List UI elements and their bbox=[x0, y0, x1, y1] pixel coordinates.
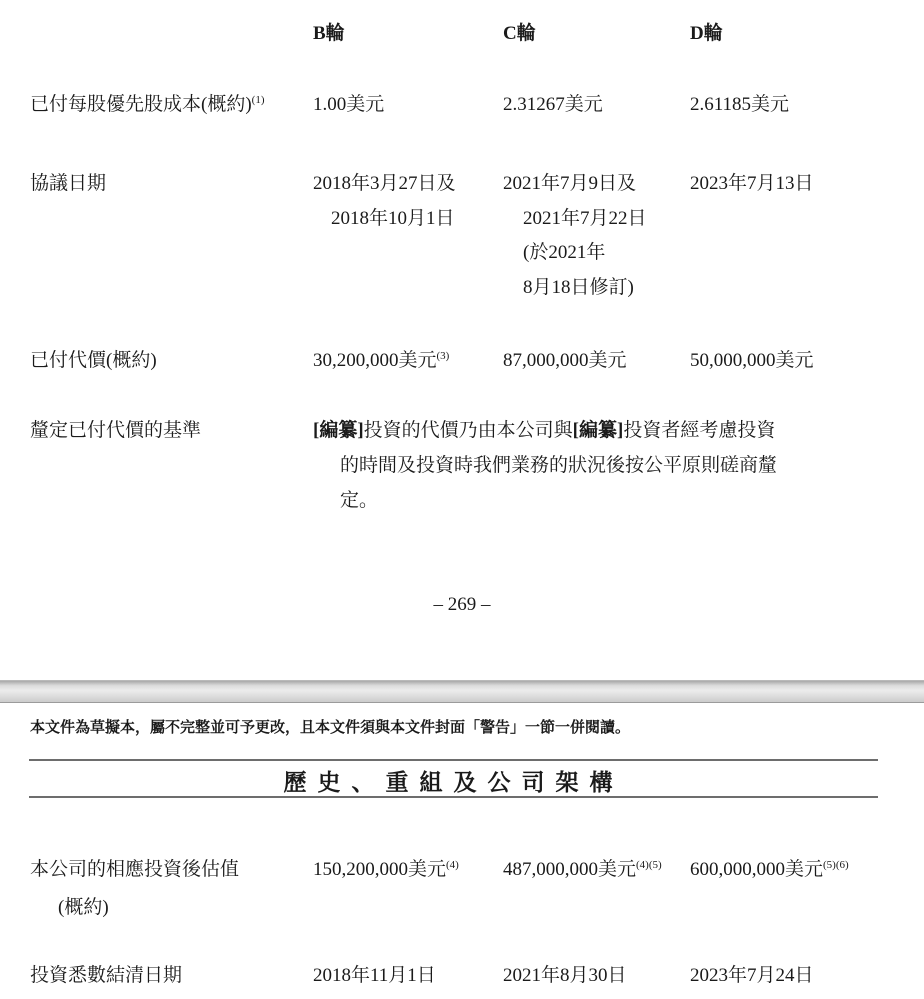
date-line: (於2021年 bbox=[523, 242, 606, 263]
valuation-value: 150,200,000美元 bbox=[313, 859, 447, 880]
row-label-basis: 釐定已付代價的基準 bbox=[30, 420, 202, 441]
footnote-marker-4: (4) bbox=[446, 859, 459, 871]
valuation-value: 487,000,000美元 bbox=[503, 859, 637, 880]
consideration-round-c: 87,000,000美元 bbox=[503, 350, 627, 371]
footnote-marker-3: (3) bbox=[436, 350, 450, 362]
agreement-date-round-c bbox=[503, 172, 647, 310]
column-header-round-b: B輪 bbox=[313, 23, 345, 44]
footnote-marker-4-5: (4)(5) bbox=[636, 859, 662, 871]
row-label-text: 本公司的相應投資後估值 bbox=[30, 859, 240, 880]
row-label-agreement-date: 協議日期 bbox=[30, 173, 107, 194]
valuation-round-b bbox=[313, 858, 459, 884]
valuation-round-d bbox=[690, 858, 849, 884]
date-line: 2018年10月1日 bbox=[331, 207, 455, 229]
basis-paragraph bbox=[313, 419, 898, 524]
agreement-date-round-b bbox=[313, 172, 456, 241]
section-title: 歷史、重組及公司架構 bbox=[283, 769, 624, 795]
valuation-round-c bbox=[503, 858, 662, 884]
row-label-valuation bbox=[30, 858, 240, 918]
section-rule-top bbox=[29, 759, 878, 761]
settlement-date-round-c: 2021年8月30日 bbox=[503, 965, 627, 986]
column-header-round-c: C輪 bbox=[503, 23, 536, 44]
basis-line: 的時間及投資時我們業務的狀況後按公平原則磋商釐 bbox=[340, 455, 778, 476]
settlement-date-round-b: 2018年11月1日 bbox=[313, 965, 436, 986]
basis-text: 投資的代價乃由本公司與 bbox=[363, 420, 573, 441]
consideration-round-b bbox=[313, 349, 449, 375]
date-line: 2021年7月9日及 bbox=[503, 173, 637, 194]
consideration-value: 30,200,000美元 bbox=[313, 350, 437, 371]
cost-value-round-d: 2.61185美元 bbox=[690, 94, 790, 115]
row-label-consideration: 已付代價(概約) bbox=[30, 350, 157, 371]
page-break-divider bbox=[0, 680, 924, 703]
footnote-marker-5-6: (5)(6) bbox=[823, 859, 849, 871]
redacted-tag: [編纂] bbox=[572, 420, 624, 441]
agreement-date-round-d: 2023年7月13日 bbox=[690, 173, 814, 194]
row-label-cost-per-share bbox=[30, 93, 264, 119]
date-line: 2021年7月22日 bbox=[523, 207, 647, 229]
settlement-date-round-d: 2023年7月24日 bbox=[690, 965, 814, 986]
basis-line bbox=[313, 419, 898, 454]
consideration-round-d: 50,000,000美元 bbox=[690, 350, 814, 371]
section-rule-bottom bbox=[29, 796, 878, 798]
page-number: – 269 – bbox=[433, 594, 491, 615]
row-label-settlement-date: 投資悉數結清日期 bbox=[30, 965, 183, 986]
row-label-approx: (概約) bbox=[58, 897, 109, 918]
cost-value-round-b: 1.00美元 bbox=[313, 94, 385, 115]
draft-disclaimer: 本文件為草擬本，屬不完整並可予更改，且本文件須與本文件封面「警告」一節一併閱讀。 bbox=[30, 719, 631, 736]
basis-line: 定。 bbox=[340, 490, 379, 511]
basis-text: 投資者經考慮投資 bbox=[623, 420, 776, 441]
date-line: 8月18日修訂) bbox=[523, 276, 634, 298]
cost-value-round-c: 2.31267美元 bbox=[503, 94, 603, 115]
footnote-marker-1: (1) bbox=[251, 94, 265, 106]
valuation-value: 600,000,000美元 bbox=[690, 859, 824, 880]
row-label-text: 已付每股優先股成本(概約) bbox=[30, 94, 252, 115]
column-header-round-d: D輪 bbox=[690, 23, 723, 44]
date-line: 2018年3月27日及 bbox=[313, 173, 456, 194]
redacted-tag: [編纂] bbox=[313, 420, 364, 441]
